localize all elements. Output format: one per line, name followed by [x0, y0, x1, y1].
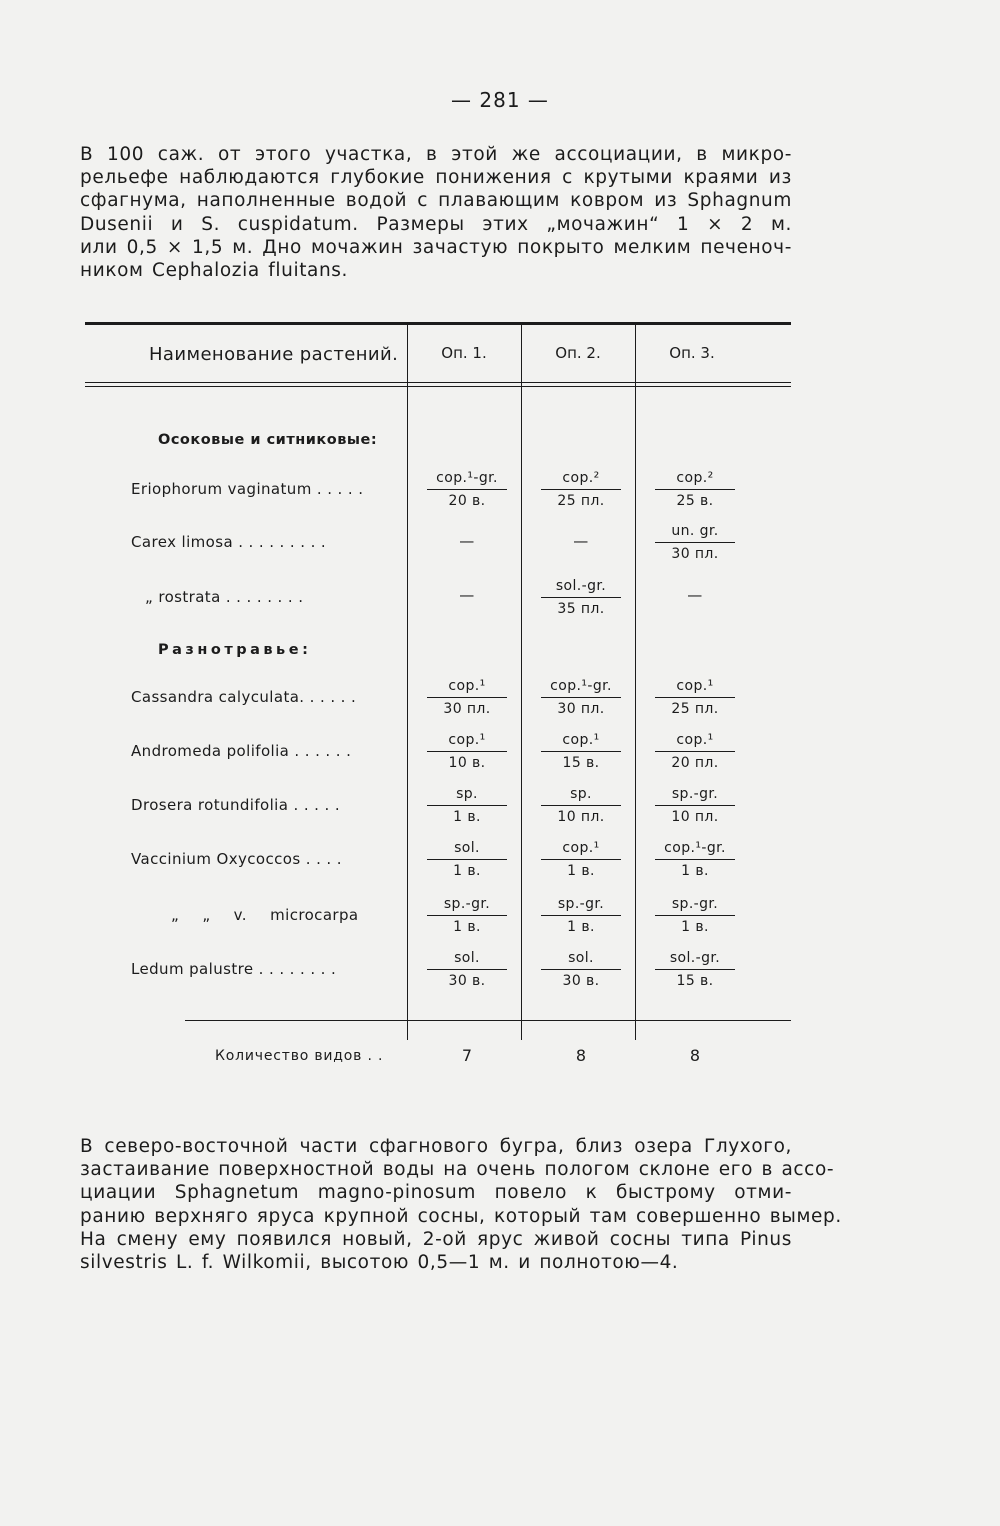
text-line: сфагнума, наполненные водой с плавающим ковром из Sphagnum	[80, 190, 792, 212]
text-line: В 100 саж. от этого участка, в этой же ассоциации, в микро-	[80, 144, 792, 165]
abundance-cell	[655, 678, 735, 719]
abundance-value: cop.¹-gr.	[427, 470, 507, 490]
abundance-cell	[655, 523, 735, 564]
height-value: 25 пл.	[557, 493, 605, 509]
abundance-cell	[541, 732, 621, 773]
plant-name: „ rostrata . . . . . . . .	[145, 588, 304, 606]
plant-name: Drosera rotundifolia . . . . .	[131, 796, 340, 814]
height-value: 30 пл.	[671, 546, 719, 562]
closing-paragraph	[80, 1135, 842, 1274]
abundance-value: sp.-gr.	[655, 786, 735, 806]
column-divider	[521, 322, 522, 1040]
abundance-cell	[541, 950, 621, 991]
header-op2: Оп. 2.	[555, 344, 601, 362]
height-value: 20 пл.	[671, 755, 719, 771]
height-value: 1 в.	[681, 919, 709, 935]
plant-name: Eriophorum vaginatum . . . . .	[131, 480, 364, 498]
abundance-value: cop.¹-gr.	[541, 678, 621, 698]
abundance-value: cop.¹	[427, 732, 507, 752]
height-value: 15 в.	[676, 973, 714, 989]
abundance-cell	[541, 470, 621, 511]
species-count: 8	[575, 1046, 587, 1065]
plant-name: Ledum palustre . . . . . . . .	[131, 960, 337, 978]
abundance-value: un. gr.	[655, 523, 735, 543]
page-number: — 281 —	[451, 88, 549, 112]
text-line: silvestris L. f. Wilkomii, высотою 0,5—1 м. и полнотою—4.	[80, 1252, 679, 1274]
height-value: 15 в.	[562, 755, 600, 771]
total-rule	[185, 1020, 791, 1021]
intro-paragraph	[80, 143, 792, 282]
height-value: 1 в.	[681, 863, 709, 879]
height-value: 1 в.	[567, 919, 595, 935]
abundance-cell	[427, 470, 507, 511]
abundance-value: cop.¹	[427, 678, 507, 698]
abundance-value: sol.	[427, 840, 507, 860]
height-value: 1 в.	[567, 863, 595, 879]
height-value: 25 в.	[676, 493, 714, 509]
abundance-value: cop.¹	[655, 678, 735, 698]
abundance-value: sp.	[541, 786, 621, 806]
abundance-cell	[427, 786, 507, 827]
abundance-cell	[655, 896, 735, 937]
plant-name: „ „ v. microcarpa	[171, 906, 359, 924]
abundance-cell	[427, 896, 507, 937]
empty-cell: —	[459, 586, 475, 604]
abundance-value: cop.¹	[655, 732, 735, 752]
header-plant-name: Наименование растений.	[149, 344, 399, 365]
height-value: 30 в.	[448, 973, 486, 989]
plant-table	[85, 320, 791, 1065]
text-line: рельефе наблюдаются глубокие понижения с крутыми краями из	[80, 167, 792, 189]
abundance-value: sol.	[427, 950, 507, 970]
abundance-cell	[427, 840, 507, 881]
abundance-value: sol.-gr.	[541, 578, 621, 598]
abundance-cell	[427, 950, 507, 991]
height-value: 1 в.	[453, 863, 481, 879]
text-line: ником Cephalozia fluitans.	[80, 260, 349, 282]
abundance-cell	[541, 840, 621, 881]
text-line: На смену ему появился новый, 2-ой ярус живой сосны типа Pinus	[80, 1228, 792, 1250]
column-divider	[407, 322, 408, 1040]
abundance-value: cop.²	[655, 470, 735, 490]
plant-name: Carex limosa . . . . . . . . .	[131, 533, 327, 551]
abundance-value: sp.-gr.	[541, 896, 621, 916]
text-line: или 0,5 × 1,5 м. Дно мочажин зачастую покрыто мелким печеноч-	[80, 236, 792, 258]
abundance-cell	[427, 678, 507, 719]
group-heading: Разнотравье:	[158, 642, 312, 658]
text-line: застаивание поверхностной воды на очень пологом склоне его в ассо-	[80, 1159, 835, 1181]
header-rule	[85, 386, 791, 387]
abundance-cell	[541, 896, 621, 937]
height-value: 10 пл.	[557, 809, 605, 825]
height-value: 10 в.	[448, 755, 486, 771]
text-line: Dusenii и S. cuspidatum. Размеры этих „мочажин“ 1 × 2 м.	[80, 213, 792, 235]
header-rule	[85, 382, 791, 383]
abundance-cell	[655, 840, 735, 881]
abundance-cell	[655, 786, 735, 827]
height-value: 30 пл.	[557, 701, 605, 717]
abundance-cell	[541, 678, 621, 719]
abundance-value: cop.¹-gr.	[655, 840, 735, 860]
abundance-value: sp.-gr.	[655, 896, 735, 916]
abundance-value: sol.-gr.	[655, 950, 735, 970]
abundance-value: cop.¹	[541, 732, 621, 752]
abundance-cell	[655, 732, 735, 773]
header-op1: Оп. 1.	[441, 344, 487, 362]
species-count-label: Количество видов . .	[215, 1048, 384, 1064]
text-line: циации Sphagnetum magno-pinosum повело к быстрому отми-	[80, 1182, 792, 1204]
abundance-value: cop.¹	[541, 840, 621, 860]
abundance-value: cop.²	[541, 470, 621, 490]
height-value: 30 пл.	[443, 701, 491, 717]
group-heading: Осоковые и ситниковые:	[158, 432, 378, 448]
empty-cell: —	[573, 532, 589, 550]
abundance-cell	[541, 578, 621, 619]
abundance-cell	[427, 732, 507, 773]
column-divider	[635, 322, 636, 1040]
abundance-cell	[541, 786, 621, 827]
species-count: 8	[689, 1046, 701, 1065]
abundance-value: sp.	[427, 786, 507, 806]
text-line: В северо-восточной части сфагнового бугра, близ озера Глухого,	[80, 1136, 792, 1157]
table-top-rule	[85, 322, 791, 325]
abundance-cell	[655, 470, 735, 511]
height-value: 20 в.	[448, 493, 486, 509]
header-op3: Оп. 3.	[669, 344, 715, 362]
plant-name: Andromeda polifolia . . . . . .	[131, 742, 352, 760]
text-line: ранию верхняго яруса крупной сосны, который там совершенно вымер.	[80, 1205, 842, 1227]
height-value: 30 в.	[562, 973, 600, 989]
plant-name: Vaccinium Oxycoccos . . . .	[131, 850, 342, 868]
abundance-cell	[655, 950, 735, 991]
empty-cell: —	[459, 532, 475, 550]
abundance-value: sp.-gr.	[427, 896, 507, 916]
abundance-value: sol.	[541, 950, 621, 970]
height-value: 35 пл.	[557, 601, 605, 617]
species-count: 7	[461, 1046, 473, 1065]
empty-cell: —	[687, 586, 703, 604]
height-value: 1 в.	[453, 809, 481, 825]
plant-name: Cassandra calyculata. . . . . .	[131, 688, 357, 706]
height-value: 1 в.	[453, 919, 481, 935]
height-value: 25 пл.	[671, 701, 719, 717]
height-value: 10 пл.	[671, 809, 719, 825]
